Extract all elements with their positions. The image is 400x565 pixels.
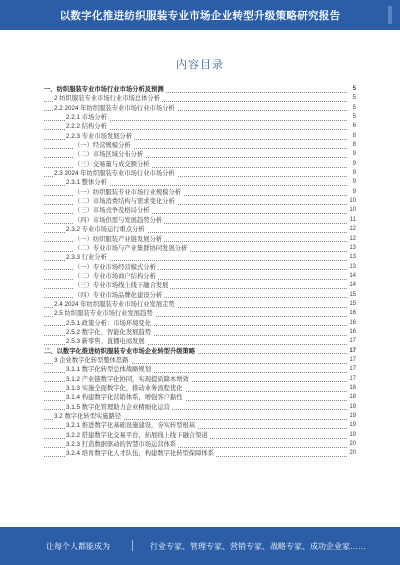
toc-entry-label: 3.1.5 数字化管理助力企业精细化运营 xyxy=(66,403,170,411)
toc-entry-page: 15 xyxy=(348,291,356,300)
toc-entry-label: 3.1.4 构建数字化营销体系，增强客户黏性 xyxy=(66,394,183,402)
toc-entry-page: 18 xyxy=(348,384,356,393)
toc-entry[interactable] xyxy=(44,263,356,272)
toc-entry-page: 18 xyxy=(348,393,356,402)
toc-entry-page: 14 xyxy=(348,281,356,290)
page-footer xyxy=(0,527,400,565)
toc-entry-page: 9 xyxy=(352,169,356,178)
toc-entry[interactable] xyxy=(44,384,356,393)
toc-entry[interactable] xyxy=(44,132,356,141)
toc-entry-label: （三）专业市场线上线下融合发展 xyxy=(74,282,169,290)
toc-entry[interactable] xyxy=(44,281,356,290)
toc-entry-page: 5 xyxy=(352,85,356,94)
toc-entry-page: 19 xyxy=(348,421,356,430)
toc-entry-page: 10 xyxy=(348,206,356,215)
toc-entry-label: （四）市场供需与发展趋势分析 xyxy=(74,216,163,224)
toc-entry-page: 19 xyxy=(348,412,356,421)
toc-entry[interactable] xyxy=(44,393,356,402)
toc-entry-label: 2.5.2 数字化、智能化发展趋势 xyxy=(66,328,152,336)
toc-entry[interactable] xyxy=(44,188,356,197)
toc-entry-label: 2.3.3 行业分析 xyxy=(66,254,107,262)
toc-entry-label: （一）专业市场经营模式分析 xyxy=(74,263,156,271)
toc-entry-label: 2.5.1 政策分析：市场环境变化 xyxy=(66,319,152,327)
toc-entry[interactable] xyxy=(44,291,356,300)
toc-entry[interactable] xyxy=(44,328,356,337)
toc-entry-label: （二）专业市场商户结构分析 xyxy=(74,272,156,280)
toc-entry[interactable] xyxy=(44,169,356,178)
toc-entry-page: 15 xyxy=(348,300,356,309)
toc-entry-page: 13 xyxy=(348,253,356,262)
toc-entry[interactable] xyxy=(44,178,356,187)
toc-entry[interactable] xyxy=(44,160,356,169)
toc-entry-label: 3 企业数字化转型整体思路 xyxy=(54,356,129,364)
toc-entry[interactable] xyxy=(44,300,356,309)
toc-entry-page: 13 xyxy=(348,263,356,272)
table-of-contents xyxy=(44,85,356,459)
footer-divider xyxy=(132,540,133,551)
toc-entry-label: 3.1.1 数字化转型总体战略规划 xyxy=(66,366,152,374)
toc-entry-page: 11 xyxy=(349,216,356,225)
toc-entry[interactable] xyxy=(44,244,356,253)
toc-entry[interactable] xyxy=(44,431,356,440)
toc-entry-label: 3.2 数字化转型实施路径 xyxy=(54,413,122,421)
toc-entry[interactable] xyxy=(44,365,356,374)
toc-entry-page: 8 xyxy=(352,132,356,141)
toc-entry-label: （四）专业市场品牌化建设分析 xyxy=(74,291,163,299)
toc-entry[interactable] xyxy=(44,403,356,412)
toc-entry-page: 16 xyxy=(348,309,356,318)
toc-entry[interactable] xyxy=(44,440,356,449)
toc-entry-page: 16 xyxy=(348,319,356,328)
toc-entry[interactable] xyxy=(44,113,356,122)
toc-entry[interactable] xyxy=(44,412,356,421)
toc-entry-label: 2.2.1 市场分析 xyxy=(66,114,107,122)
toc-entry-page: 17 xyxy=(348,347,356,356)
toc-entry[interactable] xyxy=(44,309,356,318)
toc-entry-label: 2 纺织服装专业市场行业市场总体分析 xyxy=(54,95,161,103)
toc-entry-page: 13 xyxy=(348,244,356,253)
toc-entry-label: 2.2.3 专业市场发展分析 xyxy=(66,132,133,140)
toc-entry-label: （一）纺织服装专业市场行业规模分析 xyxy=(74,188,182,196)
toc-entry-label: （三）市场竞争及格局分析 xyxy=(74,207,150,215)
toc-entry-page: 9 xyxy=(352,150,356,159)
toc-entry-page: 19 xyxy=(348,403,356,412)
toc-entry-label: 2.2.2 结构分析 xyxy=(66,123,107,131)
toc-entry[interactable] xyxy=(44,150,356,159)
header-accent xyxy=(388,6,392,24)
toc-entry-label: 3.2.4 培育数字化人才队伍，构建数字化转型保障体系 xyxy=(66,450,214,458)
toc-entry[interactable] xyxy=(44,272,356,281)
toc-entry-label: 3.2.1 推进数字化基础设施建设，夯实转型根基 xyxy=(66,422,196,430)
toc-entry-label: 3.1.3 实施全面数字化，推动业务流程优化 xyxy=(66,385,183,392)
toc-entry-label: （一）经营规模分析 xyxy=(74,142,131,150)
toc-entry[interactable] xyxy=(44,375,356,384)
toc-entry-label: 2.3 2024 年纺织服装专业市场行业市场分析 xyxy=(54,170,175,178)
toc-entry[interactable] xyxy=(44,122,356,131)
toc-entry-page: 20 xyxy=(348,440,356,449)
toc-entry-page: 9 xyxy=(352,160,356,169)
toc-entry-page: 5 xyxy=(352,104,356,113)
footer-slogan: 让每个人都能成为 xyxy=(46,542,110,551)
toc-entry-label: （一）纺织服装产业链发展分析 xyxy=(74,235,163,243)
toc-entry-label: 2.4 2024 年纺织服装专业市场行业发展走势 xyxy=(54,300,175,308)
toc-entry[interactable] xyxy=(44,356,356,365)
toc-entry-label: 3.2.3 打造数据驱动的智慧市场运营体系 xyxy=(66,441,177,449)
toc-entry-label: 2.5 纺织服装专业市场行业发展趋势 xyxy=(54,310,153,318)
toc-entry[interactable] xyxy=(44,206,356,215)
toc-entry-page: 14 xyxy=(348,272,356,281)
report-title: 以数字化推进纺织服装专业市场企业转型升级策略研究报告 xyxy=(59,9,341,22)
toc-entry-label: 3.1.2 产业链数字化协同，实现提质降本增效 xyxy=(66,375,189,383)
toc-entry-label: 二、以数字化推进纺织服装专业市场企业转型升级策略 xyxy=(44,347,196,355)
toc-entry-page: 6 xyxy=(352,122,356,131)
toc-entry-page: 12 xyxy=(348,225,356,234)
toc-entry-page: 17 xyxy=(348,375,356,384)
toc-entry-page: 19 xyxy=(348,431,356,440)
toc-entry-label: （二）专业市场与产业集群协同发展分析 xyxy=(74,244,188,252)
toc-entry[interactable] xyxy=(44,225,356,234)
toc-entry[interactable] xyxy=(44,347,356,356)
footer-roles: 行业专家、管理专家、营销专家、战略专家、成功企业家…… xyxy=(150,542,366,551)
page-header xyxy=(0,0,400,30)
toc-entry[interactable] xyxy=(44,319,356,328)
toc-entry-label: （二）市场区域分布分析 xyxy=(74,151,144,159)
toc-entry[interactable] xyxy=(44,141,356,150)
toc-entry-page: 16 xyxy=(348,328,356,337)
toc-entry-label: 2.3.2 专业市场运行重点分析 xyxy=(66,226,145,234)
toc-entry[interactable] xyxy=(44,235,356,244)
toc-entry-page: 17 xyxy=(348,337,356,346)
toc-entry-label: 2.5.3 新零售、直播电商发展 xyxy=(66,338,145,346)
toc-entry-page: 9 xyxy=(352,188,356,197)
toc-entry-label: 一、纺织服装专业市场行业市场分析及预测 xyxy=(44,86,164,93)
toc-entry[interactable] xyxy=(44,197,356,206)
toc-heading: 内容目录 xyxy=(176,59,224,71)
toc-entry[interactable] xyxy=(44,421,356,430)
toc-entry-label: 2.3.1 整体分析 xyxy=(66,179,107,187)
toc-entry-page: 5 xyxy=(352,94,356,103)
toc-entry-page: 17 xyxy=(348,356,356,365)
toc-entry-page: 8 xyxy=(352,141,356,150)
toc-entry[interactable] xyxy=(44,216,356,225)
toc-entry[interactable] xyxy=(44,337,356,346)
toc-entry-page: 5 xyxy=(352,113,356,122)
toc-entry-label: （三）交易量与成交额分析 xyxy=(74,160,150,168)
toc-entry[interactable] xyxy=(44,449,356,458)
toc-entry-label: 3.2.2 搭建数字化交易平台，拓展线上线下融合渠道 xyxy=(66,431,208,439)
toc-entry-page: 12 xyxy=(348,235,356,244)
toc-entry-label: 2.2 2024 年纺织服装专业市场行业市场分析 xyxy=(54,104,175,112)
toc-entry[interactable] xyxy=(44,94,356,103)
toc-entry-page: 17 xyxy=(348,365,356,374)
toc-entry[interactable] xyxy=(44,253,356,262)
toc-entry[interactable] xyxy=(44,104,356,113)
toc-entry[interactable] xyxy=(44,85,356,94)
toc-entry-label: （二）市场消费结构与需求变化分析 xyxy=(74,198,175,206)
toc-entry-page: 10 xyxy=(348,197,356,206)
toc-entry-page: 9 xyxy=(352,178,356,187)
toc-entry-page: 20 xyxy=(348,449,356,458)
